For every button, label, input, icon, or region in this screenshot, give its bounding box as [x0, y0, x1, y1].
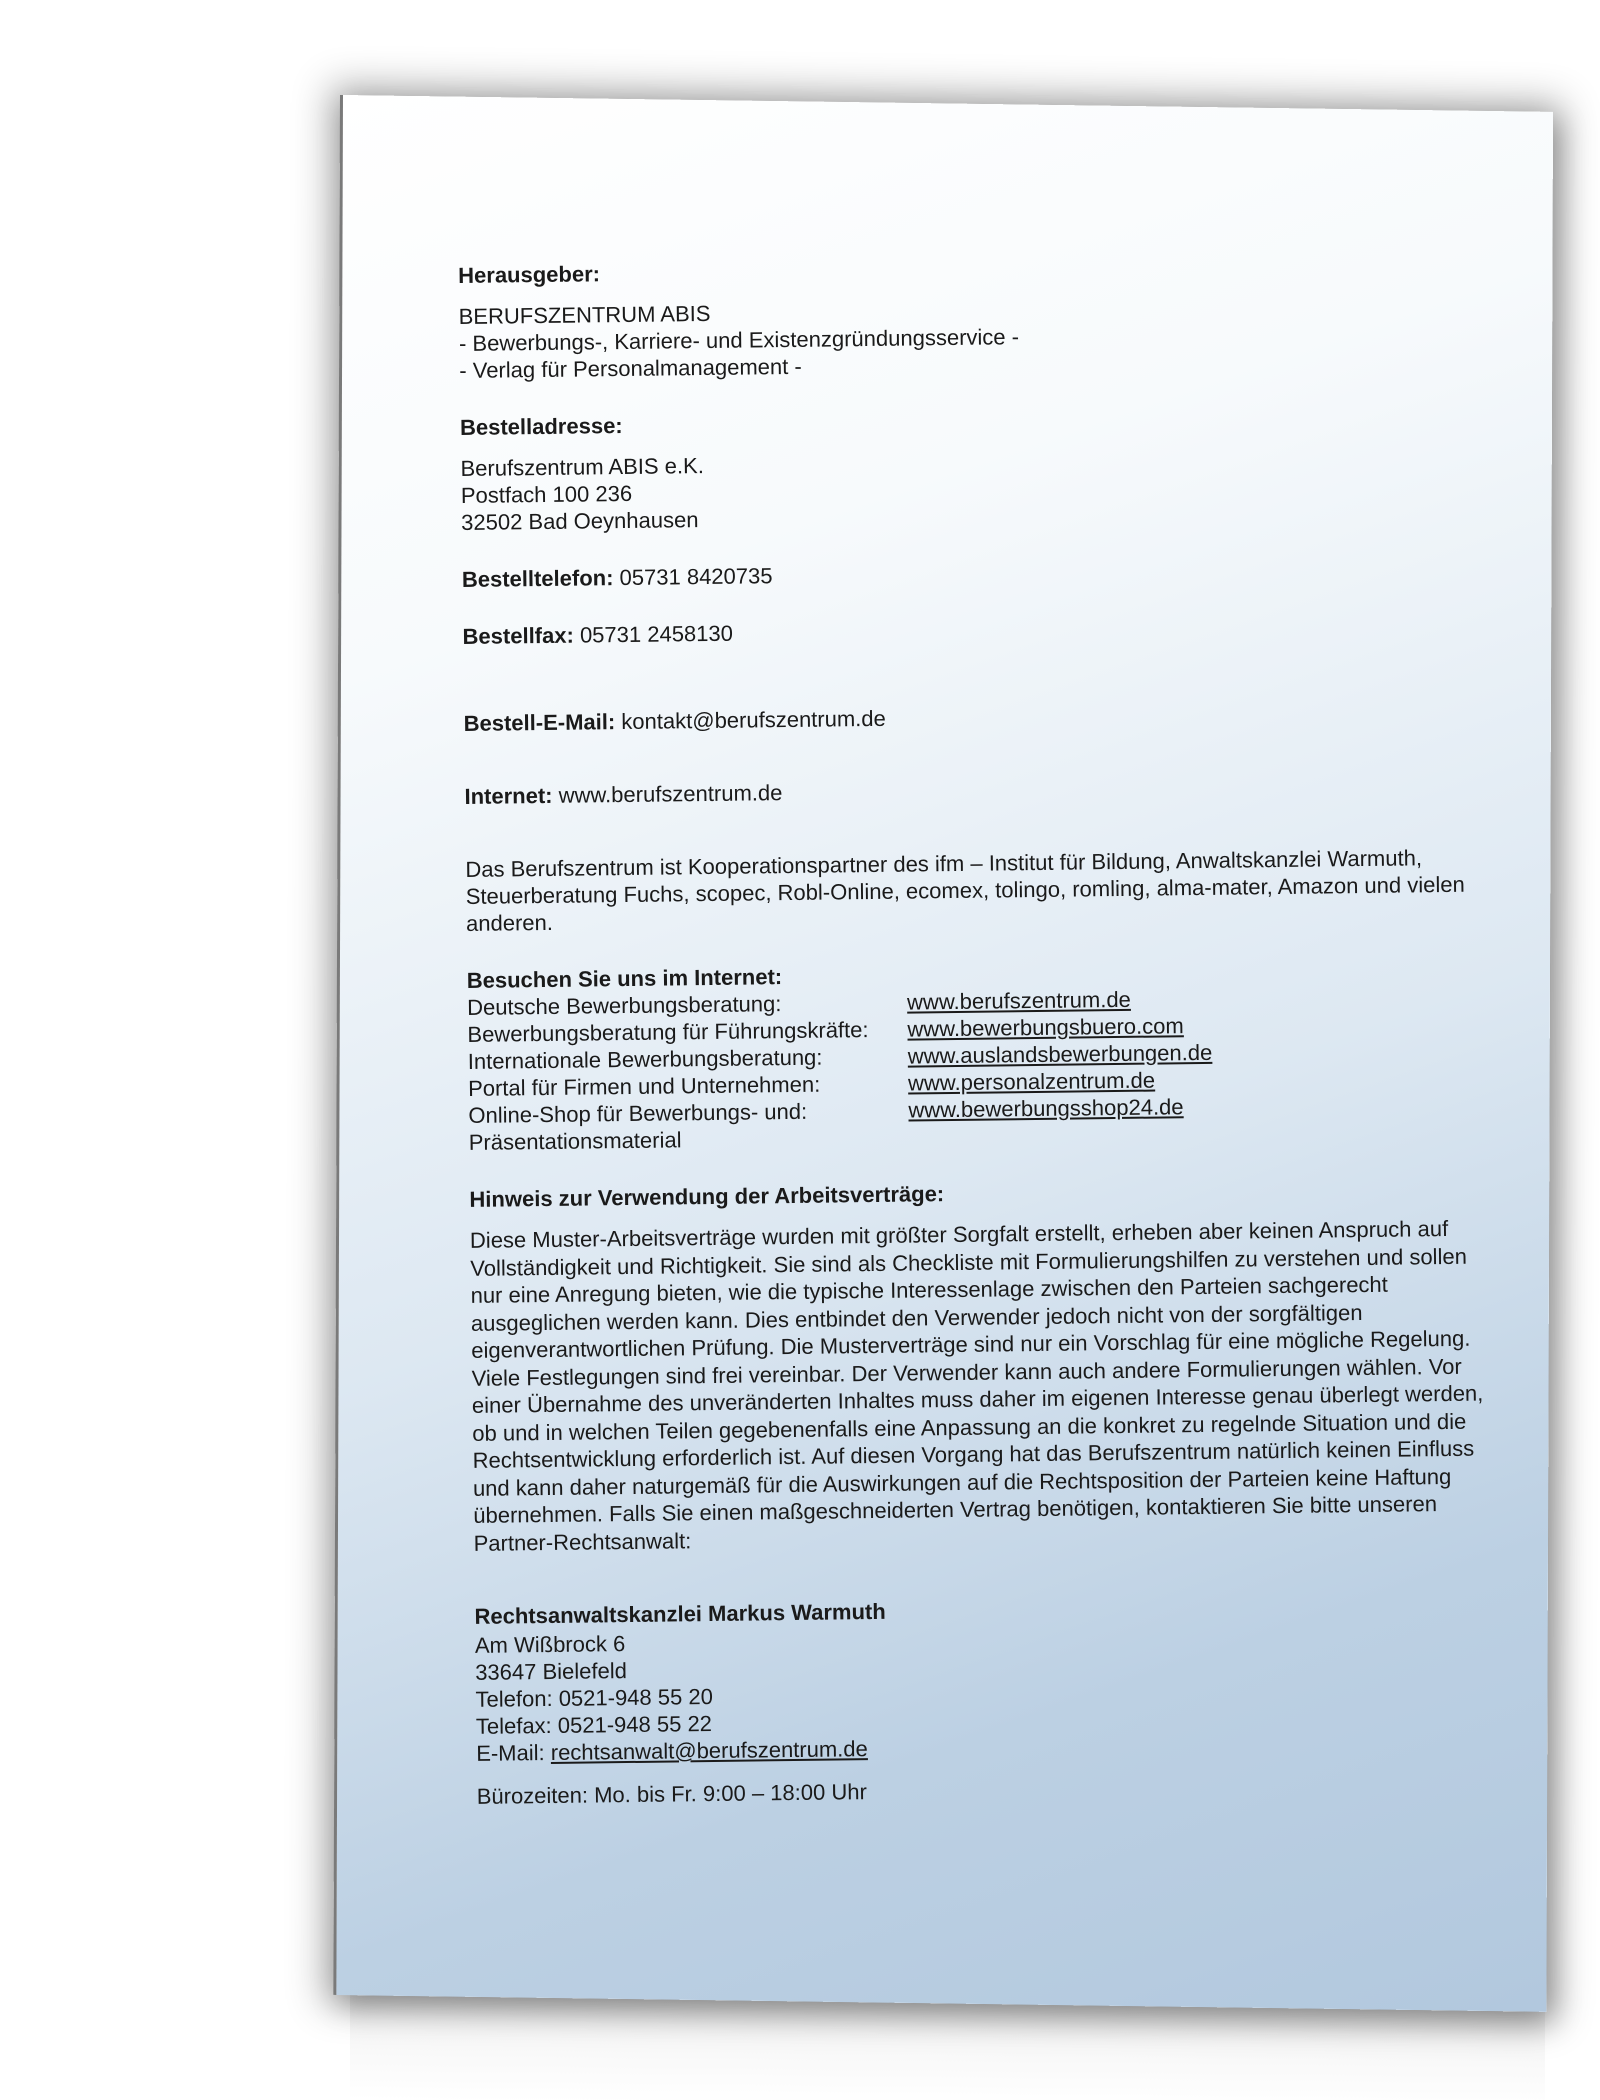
lawyer-city: 33647 Bielefeld [475, 1658, 628, 1685]
publisher-heading: Herausgeber: [458, 261, 601, 288]
visit-row-label: Portal für Firmen und Unternehmen: [467, 1071, 821, 1101]
visit-row-label: Präsentationsmaterial [468, 1127, 682, 1155]
lawyer-email-link[interactable]: rechtsanwalt@berufszentrum.de [550, 1736, 868, 1765]
order-address-heading: Bestelladresse: [459, 413, 623, 440]
lawyer-office-hours: Bürozeiten: Mo. bis Fr. 9:00 – 18:00 Uhr [476, 1779, 867, 1809]
internet-value: www.berufszentrum.de [558, 780, 783, 808]
visit-heading: Besuchen Sie uns im Internet: [466, 964, 783, 993]
order-address-section [460, 401, 1501, 536]
visit-row-link-empty [909, 1117, 1429, 1150]
visit-row-label: Online-Shop für Bewerbungs- und: [468, 1098, 808, 1128]
lawyer-phone: Telefon: 0521-948 55 20 [475, 1683, 714, 1712]
order-fax-row [462, 610, 1502, 650]
visit-row-link[interactable]: www.berufszentrum.de [906, 986, 1131, 1015]
visit-links-table [467, 981, 1509, 1156]
publisher-section [458, 249, 1499, 384]
visit-row-link[interactable]: www.bewerbungsshop24.de [908, 1094, 1184, 1123]
publisher-name: BERUFSZENTRUM ABIS [458, 300, 711, 329]
order-email-label: Bestell-E-Mail: [463, 709, 616, 736]
document-content [458, 249, 1517, 1840]
order-address-po-box: Postfach 100 236 [460, 480, 633, 508]
lawyer-email-label: E-Mail: [476, 1739, 551, 1766]
lawyer-fax: Telefax: 0521-948 55 22 [475, 1711, 713, 1739]
notice-heading: Hinweis zur Verwendung der Arbeitsverträge: [469, 1181, 945, 1212]
visit-row-label: Deutsche Bewerbungsberatung: [466, 991, 782, 1020]
lawyer-section [474, 1590, 1516, 1810]
visit-row-link[interactable]: www.bewerbungsbuero.com [907, 1013, 1184, 1042]
order-phone-label: Bestelltelefon: [461, 565, 614, 592]
order-phone-row [462, 553, 1502, 593]
lawyer-street: Am Wißbrock 6 [474, 1631, 626, 1658]
publisher-line-1: - Bewerbungs-, Karriere- und Existenzgründungsservice - [458, 324, 1020, 356]
order-fax-label: Bestellfax: [462, 622, 575, 649]
visit-row-label: Bewerbungsberatung für Führungskräfte: [467, 1017, 869, 1047]
partners-text: Das Berufszentrum ist Kooperationspartner des ifm – Institut für Bildung, Anwaltskanzlei Warmuth, Steuerberatung Fuchs, scopec, Robl-Online, ecomex, tolingo, romling, alma-mater, Amazon und vielen anderen. [465, 845, 1465, 936]
visit-row-label: Internationale Bewerbungsberatung: [467, 1044, 823, 1074]
publisher-line-2: - Verlag für Personalmanagement - [459, 353, 802, 383]
order-address-city: 32502 Bad Oeynhausen [461, 507, 699, 535]
notice-section [469, 1173, 1513, 1557]
lawyer-heading: Rechtsanwaltskanzlei Markus Warmuth [474, 1598, 886, 1629]
order-fax-value: 05731 2458130 [579, 620, 734, 648]
visit-row-link[interactable]: www.auslandsbewerbungen.de [907, 1039, 1213, 1069]
notice-text: Diese Muster-Arbeitsverträge wurden mit größter Sorgfalt erstellt, erheben aber keinen Anspruch auf Vollständigkeit und Richtigkeit. Sie sind als Checkliste mit Formulierungshilfen zu verstehen und sollen nur eine Anregung bieten, wie die typische Interessenlage zwischen den Parteien sachgerecht ausgeglichen werden kann. Dies entbindet den Verwender jedoch nicht von der sorgfältigen eigenverantwortlichen Prüfung. Die Musterverträge sind nur ein Vorschlag für eine mögliche Regelung. Viele Festlegungen sind frei vereinbar. Der Verwender kann auch andere Formulierungen wählen. Vor einer Übernahme des unveränderten Inhaltes muss daher im eigenen Interesse genau überlegt werden, ob und in welchen Teilen gegebenenfalls eine Anpassung an die konkret zu regelnde Situation und die Rechtsentwicklung erforderlich ist. Auf diesen Vorgang hat das Berufszentrum natürlich keinen Einfluss und kann daher naturgemäß für die Auswirkungen auf die Rechtsposition der Parteien keine Haftung übernehmen. Falls Sie einen maßgeschneiderten Vertrag benötigen, kontaktieren Sie bitte unseren Partner-Rechtsanwalt: [469, 1215, 1484, 1556]
visit-section [467, 954, 1509, 1156]
order-phone-value: 05731 8420735 [619, 563, 773, 591]
partners-paragraph [465, 843, 1506, 937]
order-address-company: Berufszentrum ABIS e.K. [460, 453, 705, 481]
internet-label: Internet: [464, 782, 553, 809]
visit-row-link[interactable]: www.personalzentrum.de [907, 1067, 1156, 1096]
order-email-value: kontakt@berufszentrum.de [621, 705, 886, 735]
